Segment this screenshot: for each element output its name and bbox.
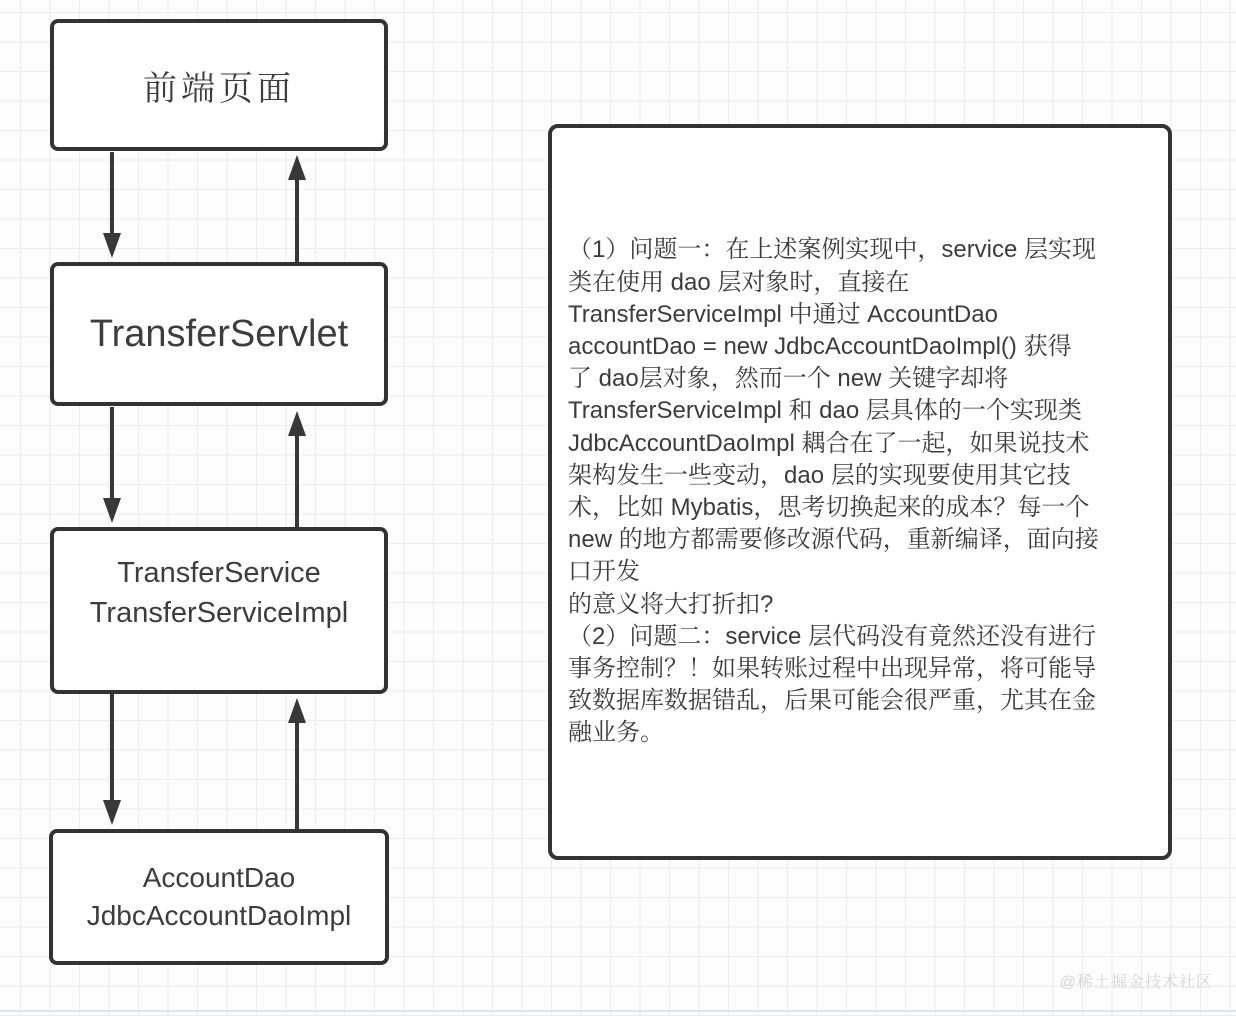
node-frontend-page-label: 前端页面 <box>143 69 295 108</box>
note-line: 架构发生一些变动，dao 层的实现要使用其它技 <box>568 461 1071 489</box>
note-line: （2）问题二：service 层代码没有竟然还没有进行 <box>568 622 1097 650</box>
node-transfer-service <box>50 527 388 694</box>
note-line: TransferServiceImpl 中通过 AccountDao <box>568 300 998 328</box>
note-line: JdbcAccountDaoImpl 耦合在了一起，如果说技术 <box>568 429 1090 457</box>
note-line: 类在使用 dao 层对象时，直接在 <box>568 268 910 296</box>
note-line: 了 dao层对象，然而一个 new 关键字却将 <box>568 365 1009 393</box>
node-transfer-servlet-label: TransferServlet <box>89 312 349 355</box>
arrow-service-to-dao-down <box>103 694 121 825</box>
node-account-dao-label-line2: JdbcAccountDaoImpl <box>86 900 352 931</box>
note-line: 事务控制？！如果转账过程中出现异常，将可能导 <box>568 655 1096 683</box>
page-boundary-line <box>0 1010 1236 1012</box>
note-line: 的意义将大打折扣? <box>568 590 774 618</box>
arrow-servlet-to-service-down <box>103 407 121 523</box>
node-account-dao-label-line1: AccountDao <box>142 862 296 893</box>
note-line: new 的地方都需要修改源代码，重新编译，面向接 <box>568 526 1099 554</box>
arrow-servlet-to-frontend-up <box>288 155 306 262</box>
note-line: 口开发 <box>568 558 640 586</box>
note-line: 致数据库数据错乱，后果可能会很严重，尤其在金 <box>568 687 1096 715</box>
arrow-frontend-to-servlet-down <box>103 152 121 258</box>
arrow-dao-to-service-up <box>288 698 306 829</box>
node-account-dao <box>49 829 389 965</box>
note-line: 术，比如 Mybatis，思考切换起来的成本？每一个 <box>568 494 1090 521</box>
note-line: 融业务。 <box>568 719 664 747</box>
note-line: （1）问题一：在上述案例实现中，service 层实现 <box>568 236 1097 264</box>
note-panel <box>548 124 1172 860</box>
watermark: @稀土掘金技术社区 <box>1059 974 1213 991</box>
node-transfer-service-label-line2: TransferServiceImpl <box>89 596 349 629</box>
note-line: accountDao = new JdbcAccountDaoImpl() 获得 <box>568 332 1072 360</box>
note-line: TransferServiceImpl 和 dao 层具体的一个实现类 <box>568 397 1082 425</box>
node-transfer-service-label-line1: TransferService <box>117 556 321 589</box>
node-frontend-page <box>50 19 388 151</box>
arrow-service-to-servlet-up <box>288 411 306 527</box>
node-transfer-servlet <box>50 262 388 406</box>
note-text <box>552 234 1168 749</box>
